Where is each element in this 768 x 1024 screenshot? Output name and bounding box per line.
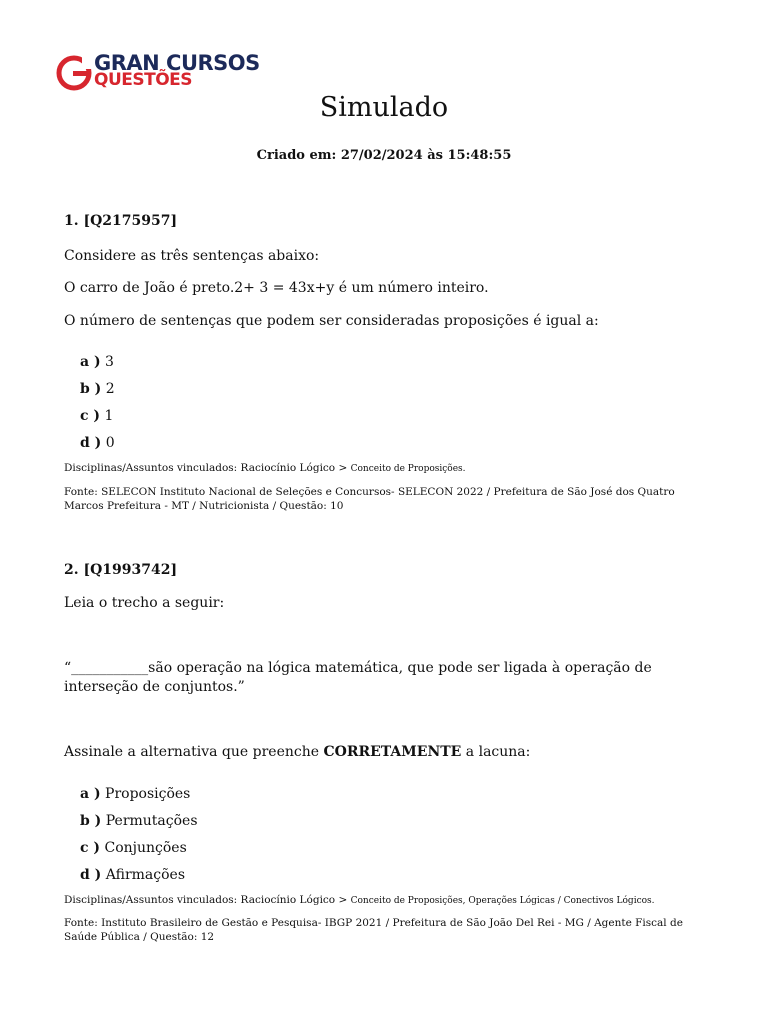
question-2-quote: “___________são operação na lógica matemática, que pode ser ligada à operação de interseção de conjuntos.” xyxy=(64,660,652,695)
q1-option-b[interactable]: b ) 2 xyxy=(80,381,115,397)
question-1-text-2: O carro de João é preto.2+ 3 = 43x+y é um número inteiro. xyxy=(64,280,489,296)
question-1-text-1: Considere as três sentenças abaixo: xyxy=(64,248,320,264)
q2-option-c[interactable]: c ) Conjunções xyxy=(80,840,187,856)
q1-option-c[interactable]: c ) 1 xyxy=(80,408,114,424)
question-2-header: 2. [Q1993742] xyxy=(64,562,178,578)
created-date: Criado em: 27/02/2024 às 15:48:55 xyxy=(256,148,512,163)
brand-line1: GRAN CURSOS xyxy=(94,51,260,75)
q1-option-d[interactable]: d ) 0 xyxy=(80,435,115,451)
question-2-intro: Leia o trecho a seguir: xyxy=(64,595,225,611)
q2-option-d[interactable]: d ) Afirmações xyxy=(80,867,186,883)
q1-source: Fonte: SELECON Instituto Nacional de Seleções e Concursos- SELECON 2022 / Prefeitura de São José dos Quatro Marcos Prefeitura - MT / Nutricionista / Questão: 10 xyxy=(64,486,675,512)
page-title: Simulado xyxy=(319,92,449,123)
q2-disciplines: Disciplinas/Assuntos vinculados: Raciocínio Lógico > Conceito de Proposições, Operações Lógicas / Conectivos Lógicos. xyxy=(64,894,655,906)
q2-option-b[interactable]: b ) Permutações xyxy=(80,813,198,829)
q2-option-a[interactable]: a ) Proposições xyxy=(80,786,191,802)
q1-disciplines: Disciplinas/Assuntos vinculados: Raciocínio Lógico > Conceito de Proposições. xyxy=(64,462,466,474)
question-1-header: 1. [Q2175957] xyxy=(64,213,178,229)
q1-option-a[interactable]: a ) 3 xyxy=(80,354,114,370)
question-2-instruction: Assinale a alternativa que preenche CORRETAMENTE a lacuna: xyxy=(64,744,531,760)
q2-source: Fonte: Instituto Brasileiro de Gestão e Pesquisa- IBGP 2021 / Prefeitura de São João Del Rei - MG / Agente Fiscal de Saúde Pública / Questão: 12 xyxy=(64,917,683,943)
question-1-text-3: O número de sentenças que podem ser consideradas proposições é igual a: xyxy=(64,313,599,329)
brand-line2: QUESTÕES xyxy=(94,70,193,90)
gran-g-icon xyxy=(56,52,92,92)
brand-logo xyxy=(56,51,260,96)
